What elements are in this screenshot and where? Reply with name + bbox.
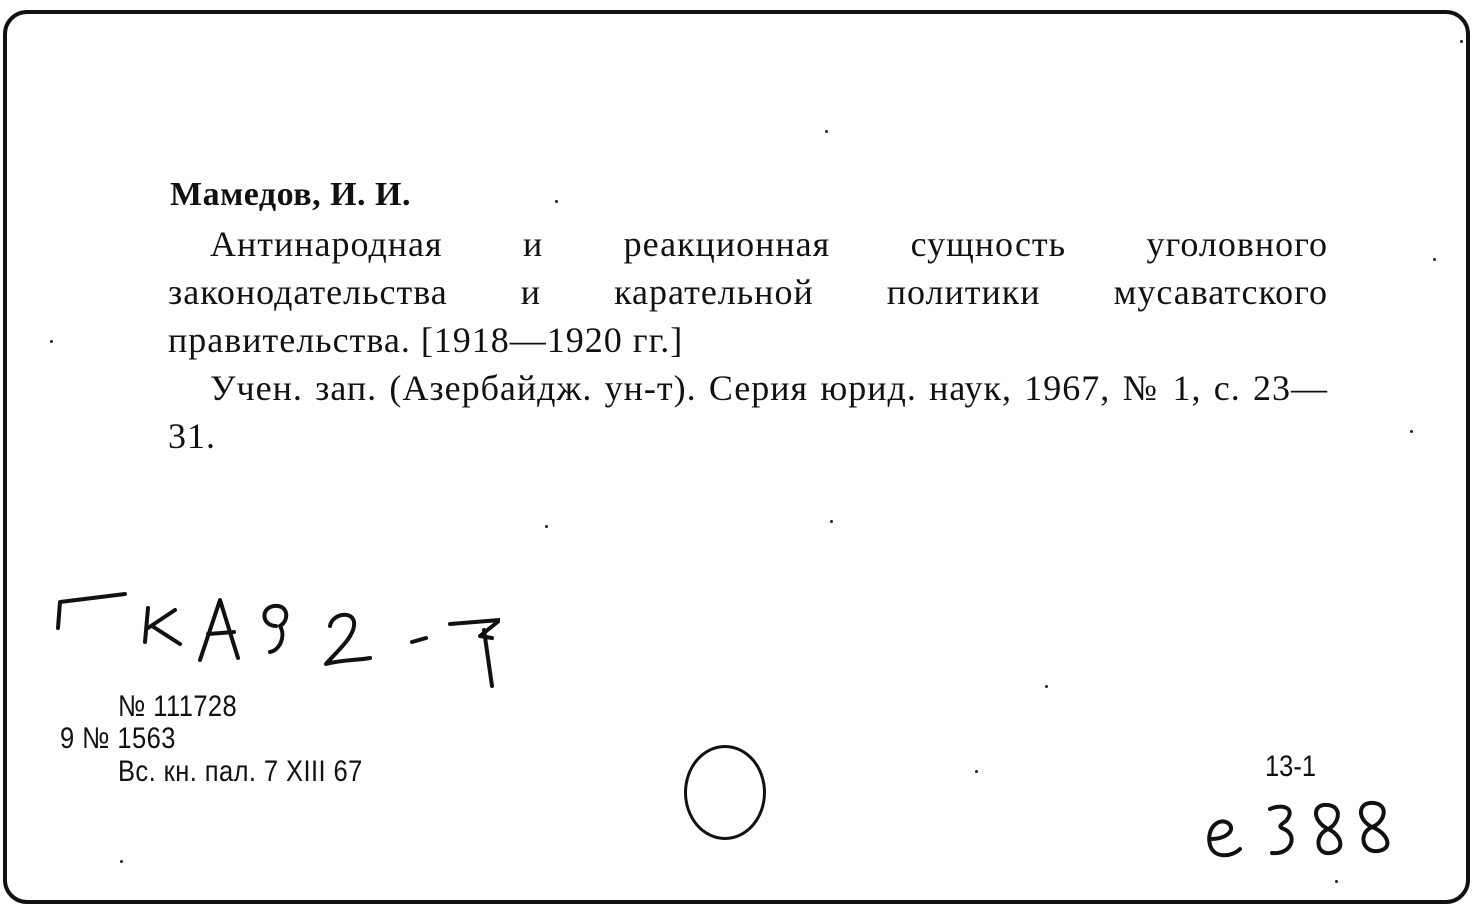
issue-number: 9 № 1563	[60, 722, 176, 755]
hole-circle	[684, 745, 766, 840]
chamber-stamp: Вс. кн. пал. 7 XIII 67	[118, 755, 363, 788]
handwritten-shelfmark-text: ГКА92-7	[40, 580, 44, 581]
handwritten-code	[1200, 795, 1400, 865]
scan-speck	[1335, 880, 1338, 883]
handwritten-shelfmark	[40, 580, 500, 690]
title-line: Антинародная и реакционная сущность уголовного законодательства и карательной политики мусаватского правительства. [1918—1920 гг.]	[168, 224, 1328, 360]
scan-speck	[825, 130, 828, 133]
scan-speck	[1410, 430, 1413, 433]
scan-speck	[50, 340, 53, 343]
bibliographic-description	[168, 220, 1328, 460]
scan-speck	[1460, 40, 1463, 43]
scan-speck	[120, 860, 123, 863]
scan-speck	[830, 520, 833, 523]
scan-speck	[1433, 258, 1436, 261]
scan-speck	[975, 770, 978, 773]
author-name: Мамедов, И. И.	[170, 176, 411, 213]
source-line: Учен. зап. (Азербайдж. ун-т). Серия юрид. наук, 1967, № 1, с. 23—31.	[168, 368, 1328, 456]
scan-speck	[555, 200, 558, 203]
small-number: 13-1	[1265, 750, 1317, 783]
handwritten-code-text: e 388	[1200, 795, 1203, 796]
scan-speck	[545, 525, 548, 528]
scan-speck	[1045, 685, 1048, 688]
accession-number: № 111728	[118, 690, 238, 723]
